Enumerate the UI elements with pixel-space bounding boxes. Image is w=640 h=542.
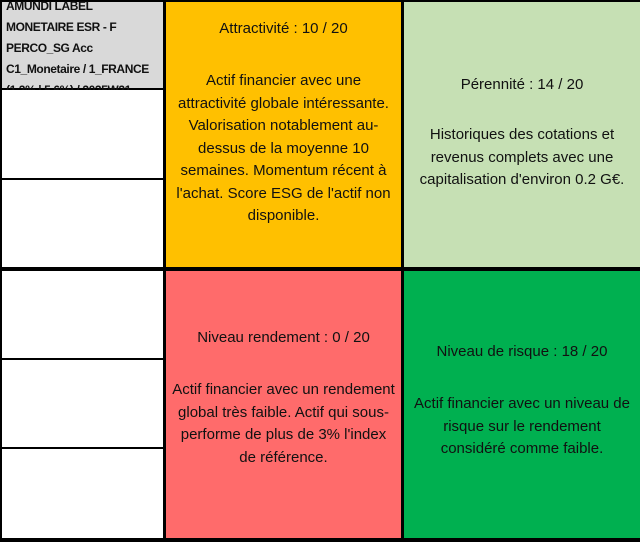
- empty-cell: [2, 180, 163, 267]
- attractivite-score-cell: [166, 2, 401, 267]
- rendement-description: Actif financier avec un rendement global très faible. Actif qui sous-performe de plus de 3% l'index de référence.: [172, 381, 395, 466]
- perennite-description: Historiques des cotations et revenus complets avec une capitalisation d'environ 0.2 G€.: [419, 126, 625, 188]
- rendement-score-cell: [166, 271, 401, 538]
- empty-cell: [2, 271, 163, 358]
- risque-score-cell: [404, 271, 640, 538]
- perennite-title: Pérennité : 14 / 20: [460, 76, 584, 93]
- risque-description: Actif financier avec un niveau de risque sur le rendement considéré comme faible.: [414, 395, 630, 457]
- rendement-title: Niveau rendement : 0 / 20: [197, 329, 370, 346]
- asset-name: [6, 0, 159, 101]
- asset-line-2: MONETAIRE ESR - F: [6, 20, 117, 34]
- asset-line-3: PERCO_SG Acc: [6, 41, 93, 55]
- attractivite-description: Actif financier avec une attractivité globale intéressante. Valorisation notablement au-dessus de la moyenne 10 semaines. Momentum récent à l'achat. Score ESG de l'actif non disponible.: [176, 72, 391, 224]
- empty-cell: [2, 360, 163, 447]
- perennite-score-cell: [404, 2, 640, 267]
- risque-title: Niveau de risque : 18 / 20: [436, 343, 608, 360]
- empty-cell: [2, 90, 163, 178]
- attractivite-title: Attractivité : 10 / 20: [219, 20, 348, 37]
- asset-line-4: C1_Monetaire / 1_FRANCE: [6, 62, 149, 76]
- asset-name-cell: [2, 2, 163, 88]
- asset-line-1: AMUNDI LABEL: [6, 0, 93, 13]
- empty-cell: [2, 449, 163, 538]
